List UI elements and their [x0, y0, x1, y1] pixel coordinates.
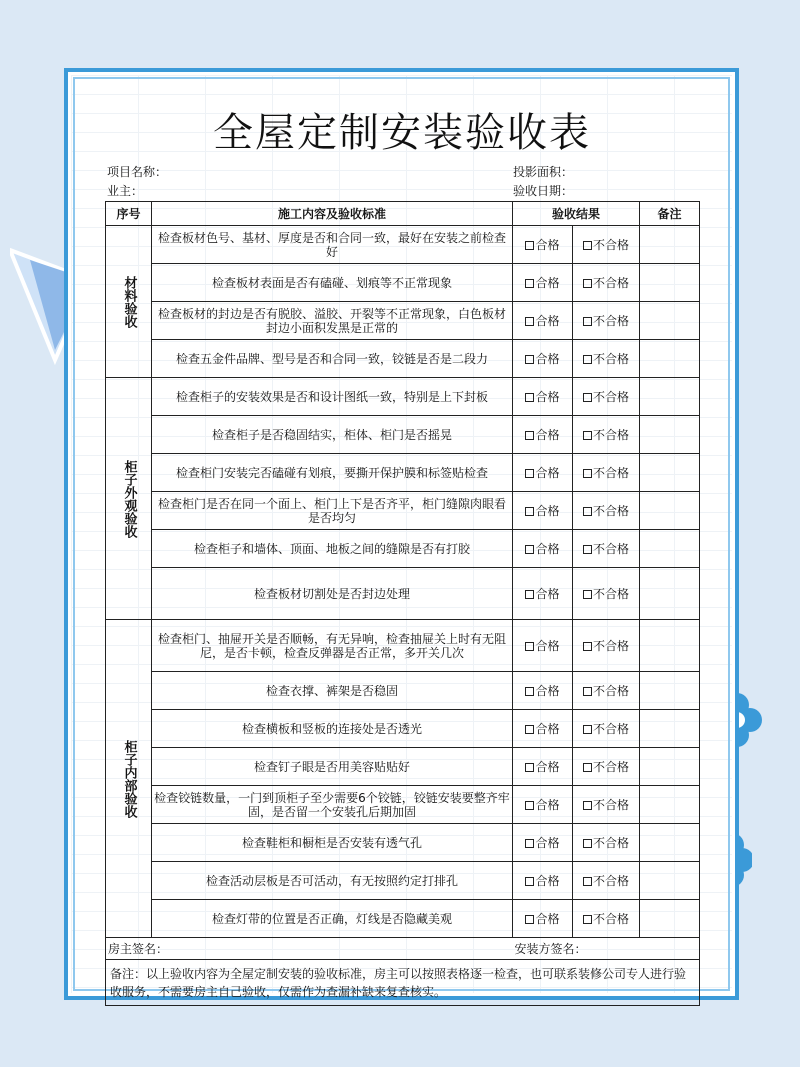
pass-checkbox-label: 合格: [535, 541, 560, 556]
pass-checkbox-label: 合格: [535, 721, 560, 736]
fail-checkbox[interactable]: [583, 355, 592, 364]
fail-checkbox-cell[interactable]: [573, 568, 640, 620]
table-row: [106, 620, 700, 672]
remark-cell[interactable]: [640, 302, 700, 340]
fail-checkbox-label: 不合格: [593, 465, 630, 480]
installer-signature-label: 安装方签名：: [513, 938, 700, 960]
table-row: [106, 302, 700, 340]
table-header-row: [106, 202, 700, 226]
projected-area-label: 投影面积：: [513, 165, 574, 179]
fail-checkbox-cell[interactable]: [573, 264, 640, 302]
table-row: [106, 710, 700, 748]
inspection-item: 检查柜子是否稳固结实，柜体、柜门是否摇晃: [152, 416, 513, 454]
fail-checkbox[interactable]: [583, 279, 592, 288]
fail-checkbox-cell[interactable]: [573, 416, 640, 454]
inspection-item: 检查柜门是否在同一个面上、柜门上下是否齐平，柜门缝隙肉眼看是否均匀: [152, 492, 513, 530]
table-row: [106, 786, 700, 824]
inspection-item: 检查柜子和墙体、顶面、地板之间的缝隙是否有打胶: [152, 530, 513, 568]
fail-checkbox-label: 不合格: [593, 351, 630, 366]
pass-checkbox-cell[interactable]: [513, 454, 573, 492]
pass-checkbox-cell[interactable]: [513, 378, 573, 416]
section-name-cell: [106, 378, 152, 620]
remark-cell[interactable]: [640, 672, 700, 710]
header-remark: 备注: [640, 202, 700, 226]
pass-checkbox-label: 合格: [535, 465, 560, 480]
pass-checkbox-cell[interactable]: [513, 824, 573, 862]
inspection-item: 检查板材色号、基材、厚度是否和合同一致，最好在安装之前检查好: [152, 226, 513, 264]
pass-checkbox-cell[interactable]: [513, 416, 573, 454]
fail-checkbox-cell[interactable]: [573, 302, 640, 340]
fail-checkbox-label: 不合格: [593, 586, 630, 601]
pass-checkbox[interactable]: [525, 393, 534, 402]
pass-checkbox-label: 合格: [535, 237, 560, 252]
inspection-item: 检查柜门、抽屉开关是否顺畅，有无异响，检查抽屉关上时有无阻尼，是否卡顿，检查反弹器是否正常，多开关几次: [152, 620, 513, 672]
fail-checkbox[interactable]: [583, 915, 592, 924]
pass-checkbox[interactable]: [525, 642, 534, 651]
fail-checkbox-label: 不合格: [593, 389, 630, 404]
pass-checkbox[interactable]: [525, 877, 534, 886]
pass-checkbox-label: 合格: [535, 503, 560, 518]
inspection-item: 检查衣撑、裤架是否稳固: [152, 672, 513, 710]
pass-checkbox[interactable]: [525, 725, 534, 734]
fail-checkbox[interactable]: [583, 241, 592, 250]
table-row: [106, 672, 700, 710]
pass-checkbox-label: 合格: [535, 873, 560, 888]
pass-checkbox-label: 合格: [535, 351, 560, 366]
section-name-cell: [106, 620, 152, 938]
info-row-1: [105, 163, 699, 182]
table-row: [106, 340, 700, 378]
fail-checkbox[interactable]: [583, 431, 592, 440]
document-sheet: [68, 72, 735, 999]
fail-checkbox-cell[interactable]: [573, 672, 640, 710]
pass-checkbox-label: 合格: [535, 275, 560, 290]
fail-checkbox-cell[interactable]: [573, 862, 640, 900]
fail-checkbox-label: 不合格: [593, 835, 630, 850]
remark-cell[interactable]: [640, 492, 700, 530]
pass-checkbox-cell[interactable]: [513, 620, 573, 672]
fail-checkbox-label: 不合格: [593, 759, 630, 774]
remark-cell[interactable]: [640, 620, 700, 672]
fail-checkbox-cell[interactable]: [573, 824, 640, 862]
page-title: 全屋定制安装验收表: [213, 110, 591, 156]
fail-checkbox-label: 不合格: [593, 721, 630, 736]
fail-checkbox[interactable]: [583, 877, 592, 886]
fail-checkbox[interactable]: [583, 801, 592, 810]
fail-checkbox-label: 不合格: [593, 503, 630, 518]
inspection-item: 检查钉子眼是否用美容贴贴好: [152, 748, 513, 786]
pass-checkbox[interactable]: [525, 355, 534, 364]
header-no: 序号: [106, 202, 152, 226]
owner-signature-label: 房主签名：: [106, 938, 513, 960]
pass-checkbox[interactable]: [525, 241, 534, 250]
pass-checkbox-label: 合格: [535, 638, 560, 653]
owner-label: 业主：: [107, 184, 144, 198]
header-result: 验收结果: [513, 202, 640, 226]
pass-checkbox-label: 合格: [535, 313, 560, 328]
inspection-item: 检查鞋柜和橱柜是否安装有透气孔: [152, 824, 513, 862]
pass-checkbox-cell[interactable]: [513, 302, 573, 340]
fail-checkbox-cell[interactable]: [573, 748, 640, 786]
inspection-item: 检查横板和竖板的连接处是否透光: [152, 710, 513, 748]
fail-checkbox-cell[interactable]: [573, 900, 640, 938]
pass-checkbox-cell[interactable]: [513, 340, 573, 378]
pass-checkbox[interactable]: [525, 431, 534, 440]
pass-checkbox[interactable]: [525, 469, 534, 478]
inspection-form: [105, 103, 699, 1006]
table-row: [106, 454, 700, 492]
acceptance-date-label: 验收日期：: [513, 184, 574, 198]
remark-cell[interactable]: [640, 862, 700, 900]
remark-cell[interactable]: [640, 530, 700, 568]
section-name: 柜子内部验收: [121, 739, 137, 818]
remark-cell[interactable]: [640, 568, 700, 620]
table-row: [106, 824, 700, 862]
fail-checkbox-label: 不合格: [593, 797, 630, 812]
pass-checkbox-label: 合格: [535, 683, 560, 698]
fail-checkbox[interactable]: [583, 590, 592, 599]
pass-checkbox-label: 合格: [535, 797, 560, 812]
pass-checkbox-cell[interactable]: [513, 710, 573, 748]
fail-checkbox-label: 不合格: [593, 541, 630, 556]
fail-checkbox[interactable]: [583, 317, 592, 326]
fail-checkbox[interactable]: [583, 687, 592, 696]
fail-checkbox[interactable]: [583, 642, 592, 651]
inspection-item: 检查板材表面是否有磕碰、划痕等不正常现象: [152, 264, 513, 302]
pass-checkbox-label: 合格: [535, 911, 560, 926]
fail-checkbox-label: 不合格: [593, 275, 630, 290]
remark-cell[interactable]: [640, 454, 700, 492]
remark-cell[interactable]: [640, 226, 700, 264]
remark-cell[interactable]: [640, 824, 700, 862]
fail-checkbox-label: 不合格: [593, 873, 630, 888]
note-row: [106, 960, 700, 1006]
header-content: 施工内容及验收标准: [152, 202, 513, 226]
fail-checkbox[interactable]: [583, 839, 592, 848]
remark-cell[interactable]: [640, 264, 700, 302]
remark-cell[interactable]: [640, 786, 700, 824]
section-name: 材料验收: [121, 275, 137, 328]
fail-checkbox[interactable]: [583, 725, 592, 734]
fail-checkbox-cell[interactable]: [573, 492, 640, 530]
document-frame: [64, 68, 739, 1000]
pass-checkbox-cell[interactable]: [513, 862, 573, 900]
table-row: [106, 568, 700, 620]
remark-cell[interactable]: [640, 340, 700, 378]
fail-checkbox-cell[interactable]: [573, 378, 640, 416]
fail-checkbox-cell[interactable]: [573, 530, 640, 568]
pass-checkbox[interactable]: [525, 839, 534, 848]
inspection-item: 检查活动层板是否可活动，有无按照约定打排孔: [152, 862, 513, 900]
fail-checkbox-cell[interactable]: [573, 710, 640, 748]
fail-checkbox-label: 不合格: [593, 683, 630, 698]
pass-checkbox-cell[interactable]: [513, 900, 573, 938]
table-row: [106, 862, 700, 900]
pass-checkbox-label: 合格: [535, 586, 560, 601]
fail-checkbox-cell[interactable]: [573, 340, 640, 378]
pass-checkbox[interactable]: [525, 545, 534, 554]
inspection-item: 检查柜子的安装效果是否和设计图纸一致，特别是上下封板: [152, 378, 513, 416]
pass-checkbox-cell[interactable]: [513, 226, 573, 264]
inspection-item: 检查板材切割处是否封边处理: [152, 568, 513, 620]
inspection-item: 检查五金件品牌、型号是否和合同一致，铰链是否是二段力: [152, 340, 513, 378]
acceptance-table: [105, 201, 700, 1006]
fail-checkbox-label: 不合格: [593, 313, 630, 328]
remark-cell[interactable]: [640, 378, 700, 416]
pass-checkbox-label: 合格: [535, 389, 560, 404]
pass-checkbox[interactable]: [525, 279, 534, 288]
signature-row: [106, 938, 700, 960]
table-row: [106, 416, 700, 454]
pass-checkbox-cell[interactable]: [513, 568, 573, 620]
pass-checkbox[interactable]: [525, 687, 534, 696]
fail-checkbox-cell[interactable]: [573, 226, 640, 264]
fail-checkbox-label: 不合格: [593, 427, 630, 442]
table-row: [106, 748, 700, 786]
inspection-item: 检查板材的封边是否有脱胶、溢胶、开裂等不正常现象，白色板材封边小面积发黑是正常的: [152, 302, 513, 340]
pass-checkbox-cell[interactable]: [513, 748, 573, 786]
fail-checkbox-cell[interactable]: [573, 454, 640, 492]
fail-checkbox[interactable]: [583, 393, 592, 402]
fail-checkbox[interactable]: [583, 507, 592, 516]
table-row: [106, 264, 700, 302]
pass-checkbox-label: 合格: [535, 759, 560, 774]
table-row: [106, 530, 700, 568]
pass-checkbox[interactable]: [525, 801, 534, 810]
inspection-item: 检查灯带的位置是否正确，灯线是否隐藏美观: [152, 900, 513, 938]
section-name: 柜子外观验收: [121, 459, 137, 538]
pass-checkbox[interactable]: [525, 915, 534, 924]
fail-checkbox[interactable]: [583, 545, 592, 554]
inspection-item: 检查铰链数量，一门到顶柜子至少需要6个铰链，铰链安装要整齐牢固，是否留一个安装孔后期加固: [152, 786, 513, 824]
fail-checkbox-cell[interactable]: [573, 620, 640, 672]
fail-checkbox-label: 不合格: [593, 911, 630, 926]
pass-checkbox-cell[interactable]: [513, 672, 573, 710]
fail-checkbox-label: 不合格: [593, 638, 630, 653]
pass-checkbox[interactable]: [525, 763, 534, 772]
project-name-label: 项目名称：: [107, 165, 168, 179]
pass-checkbox-cell[interactable]: [513, 492, 573, 530]
pass-checkbox[interactable]: [525, 317, 534, 326]
remark-cell[interactable]: [640, 748, 700, 786]
pass-checkbox[interactable]: [525, 507, 534, 516]
pass-checkbox-cell[interactable]: [513, 530, 573, 568]
remark-cell[interactable]: [640, 900, 700, 938]
pass-checkbox-label: 合格: [535, 427, 560, 442]
pass-checkbox-cell[interactable]: [513, 264, 573, 302]
remark-cell[interactable]: [640, 710, 700, 748]
pass-checkbox[interactable]: [525, 590, 534, 599]
info-row-2: [105, 182, 699, 201]
pass-checkbox-label: 合格: [535, 835, 560, 850]
fail-checkbox-cell[interactable]: [573, 786, 640, 824]
remark-cell[interactable]: [640, 416, 700, 454]
note-text: 备注：以上验收内容为全屋定制安装的验收标准，房主可以按照表格逐一检查，也可联系装修公司专人进行验收服务，不需要房主自己验收，仅需作为查漏补缺来复查核实。: [106, 960, 700, 1006]
section-name-cell: [106, 226, 152, 378]
table-body: [106, 226, 700, 938]
table-row: [106, 900, 700, 938]
fail-checkbox-label: 不合格: [593, 237, 630, 252]
fail-checkbox[interactable]: [583, 763, 592, 772]
table-row: [106, 492, 700, 530]
fail-checkbox[interactable]: [583, 469, 592, 478]
table-row: [106, 226, 700, 264]
table-row: [106, 378, 700, 416]
pass-checkbox-cell[interactable]: [513, 786, 573, 824]
inspection-item: 检查柜门安装完否磕碰有划痕，要撕开保护膜和标签贴检查: [152, 454, 513, 492]
